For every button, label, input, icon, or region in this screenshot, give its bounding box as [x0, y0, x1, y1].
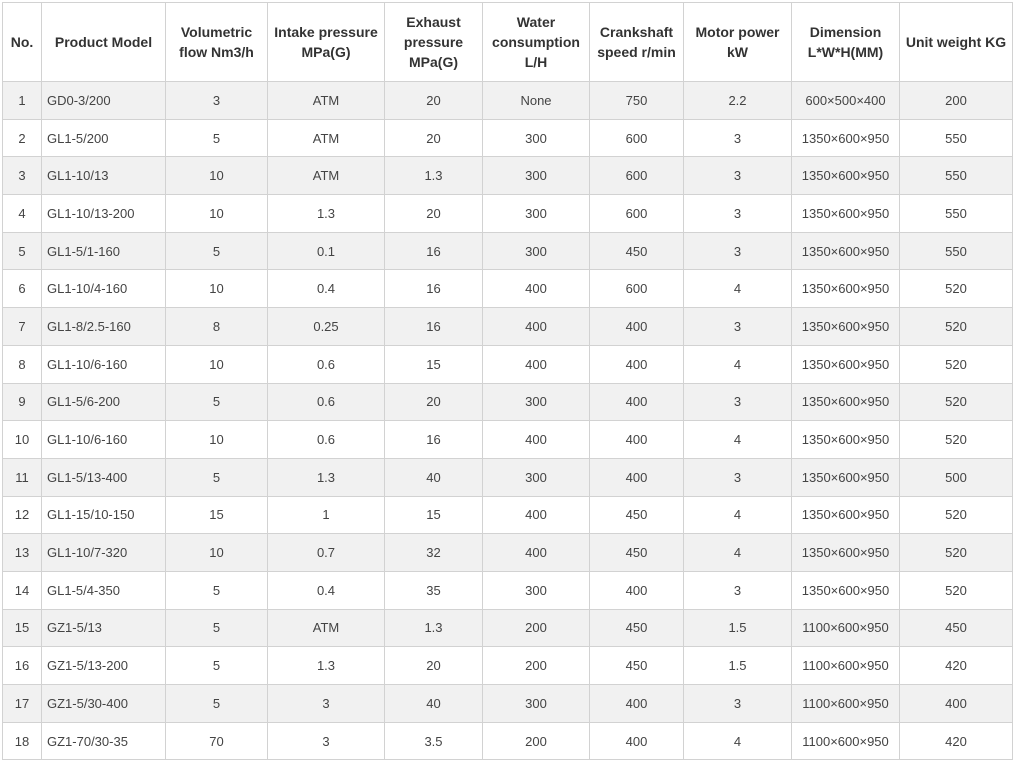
- cell-volumetric-flow: 5: [166, 647, 268, 685]
- cell-motor-power: 4: [684, 270, 792, 308]
- cell-unit-weight: 500: [900, 458, 1013, 496]
- cell-dimension: 1350×600×950: [792, 534, 900, 572]
- cell-exhaust-pressure: 1.3: [385, 609, 483, 647]
- cell-no: 7: [3, 308, 42, 346]
- cell-volumetric-flow: 10: [166, 195, 268, 233]
- cell-intake-pressure: 1.3: [268, 195, 385, 233]
- cell-product-model: GL1-5/6-200: [42, 383, 166, 421]
- cell-crankshaft-speed: 400: [590, 685, 684, 723]
- cell-volumetric-flow: 5: [166, 458, 268, 496]
- cell-no: 16: [3, 647, 42, 685]
- cell-motor-power: 3: [684, 119, 792, 157]
- cell-motor-power: 3: [684, 308, 792, 346]
- table-body: [3, 82, 1013, 760]
- cell-product-model: GL1-5/13-400: [42, 458, 166, 496]
- header-intake-pressure: Intake pressure MPa(G): [268, 3, 385, 82]
- cell-intake-pressure: 0.6: [268, 345, 385, 383]
- table-row: [3, 119, 1013, 157]
- header-unit-weight: Unit weight KG: [900, 3, 1013, 82]
- cell-exhaust-pressure: 40: [385, 685, 483, 723]
- cell-water-consumption: 200: [483, 722, 590, 760]
- product-spec-table: [2, 2, 1013, 760]
- cell-intake-pressure: 1.3: [268, 647, 385, 685]
- header-motor-power: Motor power kW: [684, 3, 792, 82]
- table-row: [3, 232, 1013, 270]
- table-row: [3, 496, 1013, 534]
- cell-motor-power: 2.2: [684, 82, 792, 120]
- cell-crankshaft-speed: 400: [590, 308, 684, 346]
- cell-no: 17: [3, 685, 42, 723]
- cell-volumetric-flow: 10: [166, 157, 268, 195]
- cell-water-consumption: 400: [483, 421, 590, 459]
- cell-volumetric-flow: 5: [166, 232, 268, 270]
- cell-crankshaft-speed: 450: [590, 496, 684, 534]
- cell-water-consumption: 200: [483, 609, 590, 647]
- cell-intake-pressure: 1.3: [268, 458, 385, 496]
- cell-motor-power: 3: [684, 157, 792, 195]
- cell-exhaust-pressure: 15: [385, 345, 483, 383]
- cell-no: 9: [3, 383, 42, 421]
- cell-no: 6: [3, 270, 42, 308]
- cell-unit-weight: 200: [900, 82, 1013, 120]
- cell-product-model: GL1-10/6-160: [42, 421, 166, 459]
- cell-no: 3: [3, 157, 42, 195]
- cell-dimension: 1100×600×950: [792, 647, 900, 685]
- cell-crankshaft-speed: 400: [590, 345, 684, 383]
- cell-crankshaft-speed: 400: [590, 383, 684, 421]
- table-row: [3, 534, 1013, 572]
- cell-intake-pressure: 0.1: [268, 232, 385, 270]
- cell-volumetric-flow: 70: [166, 722, 268, 760]
- cell-intake-pressure: 0.6: [268, 383, 385, 421]
- cell-exhaust-pressure: 40: [385, 458, 483, 496]
- cell-no: 8: [3, 345, 42, 383]
- cell-no: 10: [3, 421, 42, 459]
- header-exhaust-pressure: Exhaust pressure MPa(G): [385, 3, 483, 82]
- header-water-consumption: Water consumption L/H: [483, 3, 590, 82]
- cell-volumetric-flow: 5: [166, 571, 268, 609]
- cell-volumetric-flow: 5: [166, 685, 268, 723]
- cell-product-model: GZ1-70/30-35: [42, 722, 166, 760]
- cell-no: 11: [3, 458, 42, 496]
- cell-exhaust-pressure: 16: [385, 232, 483, 270]
- cell-exhaust-pressure: 20: [385, 82, 483, 120]
- cell-motor-power: 3: [684, 685, 792, 723]
- cell-water-consumption: 400: [483, 308, 590, 346]
- cell-motor-power: 1.5: [684, 647, 792, 685]
- cell-water-consumption: 400: [483, 496, 590, 534]
- table-row: [3, 195, 1013, 233]
- cell-crankshaft-speed: 600: [590, 270, 684, 308]
- cell-product-model: GL1-10/6-160: [42, 345, 166, 383]
- cell-exhaust-pressure: 16: [385, 270, 483, 308]
- cell-unit-weight: 400: [900, 685, 1013, 723]
- cell-crankshaft-speed: 450: [590, 534, 684, 572]
- cell-unit-weight: 520: [900, 571, 1013, 609]
- cell-no: 4: [3, 195, 42, 233]
- cell-water-consumption: 300: [483, 195, 590, 233]
- header-no: No.: [3, 3, 42, 82]
- cell-exhaust-pressure: 32: [385, 534, 483, 572]
- cell-volumetric-flow: 8: [166, 308, 268, 346]
- cell-volumetric-flow: 10: [166, 421, 268, 459]
- table-row: [3, 383, 1013, 421]
- cell-intake-pressure: ATM: [268, 609, 385, 647]
- cell-crankshaft-speed: 400: [590, 722, 684, 760]
- cell-unit-weight: 520: [900, 496, 1013, 534]
- cell-crankshaft-speed: 450: [590, 232, 684, 270]
- cell-dimension: 1350×600×950: [792, 383, 900, 421]
- cell-dimension: 1350×600×950: [792, 308, 900, 346]
- cell-exhaust-pressure: 15: [385, 496, 483, 534]
- cell-unit-weight: 420: [900, 722, 1013, 760]
- cell-dimension: 1100×600×950: [792, 685, 900, 723]
- cell-dimension: 600×500×400: [792, 82, 900, 120]
- cell-water-consumption: None: [483, 82, 590, 120]
- cell-unit-weight: 550: [900, 232, 1013, 270]
- cell-unit-weight: 550: [900, 195, 1013, 233]
- cell-intake-pressure: 0.4: [268, 270, 385, 308]
- cell-crankshaft-speed: 600: [590, 195, 684, 233]
- cell-motor-power: 3: [684, 458, 792, 496]
- cell-no: 18: [3, 722, 42, 760]
- cell-no: 2: [3, 119, 42, 157]
- cell-unit-weight: 550: [900, 119, 1013, 157]
- cell-crankshaft-speed: 600: [590, 157, 684, 195]
- cell-water-consumption: 300: [483, 232, 590, 270]
- cell-product-model: GZ1-5/13: [42, 609, 166, 647]
- cell-crankshaft-speed: 750: [590, 82, 684, 120]
- cell-unit-weight: 520: [900, 270, 1013, 308]
- cell-intake-pressure: 0.4: [268, 571, 385, 609]
- cell-dimension: 1350×600×950: [792, 458, 900, 496]
- cell-motor-power: 4: [684, 496, 792, 534]
- cell-volumetric-flow: 5: [166, 119, 268, 157]
- table-header: [3, 3, 1013, 82]
- header-dimension: Dimension L*W*H(MM): [792, 3, 900, 82]
- cell-water-consumption: 200: [483, 647, 590, 685]
- cell-dimension: 1350×600×950: [792, 232, 900, 270]
- cell-dimension: 1350×600×950: [792, 571, 900, 609]
- cell-intake-pressure: ATM: [268, 119, 385, 157]
- cell-exhaust-pressure: 3.5: [385, 722, 483, 760]
- cell-no: 12: [3, 496, 42, 534]
- cell-dimension: 1350×600×950: [792, 345, 900, 383]
- cell-exhaust-pressure: 16: [385, 421, 483, 459]
- cell-no: 5: [3, 232, 42, 270]
- header-volumetric-flow: Volumetric flow Nm3/h: [166, 3, 268, 82]
- cell-dimension: 1350×600×950: [792, 496, 900, 534]
- cell-product-model: GL1-5/1-160: [42, 232, 166, 270]
- cell-unit-weight: 520: [900, 345, 1013, 383]
- cell-motor-power: 3: [684, 232, 792, 270]
- table-row: [3, 270, 1013, 308]
- cell-water-consumption: 300: [483, 119, 590, 157]
- cell-water-consumption: 400: [483, 534, 590, 572]
- table-row: [3, 82, 1013, 120]
- cell-intake-pressure: 3: [268, 685, 385, 723]
- cell-unit-weight: 550: [900, 157, 1013, 195]
- cell-exhaust-pressure: 20: [385, 647, 483, 685]
- cell-volumetric-flow: 3: [166, 82, 268, 120]
- cell-intake-pressure: 0.25: [268, 308, 385, 346]
- table-row: [3, 421, 1013, 459]
- table-row: [3, 571, 1013, 609]
- cell-unit-weight: 520: [900, 421, 1013, 459]
- cell-product-model: GL1-8/2.5-160: [42, 308, 166, 346]
- cell-product-model: GL1-5/200: [42, 119, 166, 157]
- cell-intake-pressure: 3: [268, 722, 385, 760]
- table-row: [3, 722, 1013, 760]
- cell-product-model: GL1-10/4-160: [42, 270, 166, 308]
- cell-product-model: GL1-15/10-150: [42, 496, 166, 534]
- cell-intake-pressure: ATM: [268, 157, 385, 195]
- cell-dimension: 1350×600×950: [792, 195, 900, 233]
- cell-no: 1: [3, 82, 42, 120]
- cell-intake-pressure: 1: [268, 496, 385, 534]
- cell-unit-weight: 520: [900, 534, 1013, 572]
- table-row: [3, 609, 1013, 647]
- cell-product-model: GL1-5/4-350: [42, 571, 166, 609]
- cell-motor-power: 1.5: [684, 609, 792, 647]
- cell-intake-pressure: 0.7: [268, 534, 385, 572]
- table-row: [3, 647, 1013, 685]
- cell-crankshaft-speed: 400: [590, 421, 684, 459]
- table-row: [3, 308, 1013, 346]
- cell-volumetric-flow: 15: [166, 496, 268, 534]
- cell-exhaust-pressure: 16: [385, 308, 483, 346]
- cell-motor-power: 4: [684, 345, 792, 383]
- cell-motor-power: 3: [684, 383, 792, 421]
- cell-product-model: GL1-10/7-320: [42, 534, 166, 572]
- cell-no: 13: [3, 534, 42, 572]
- cell-volumetric-flow: 5: [166, 609, 268, 647]
- cell-crankshaft-speed: 450: [590, 647, 684, 685]
- cell-water-consumption: 300: [483, 571, 590, 609]
- cell-exhaust-pressure: 1.3: [385, 157, 483, 195]
- cell-unit-weight: 450: [900, 609, 1013, 647]
- cell-crankshaft-speed: 400: [590, 571, 684, 609]
- cell-unit-weight: 520: [900, 308, 1013, 346]
- cell-dimension: 1350×600×950: [792, 421, 900, 459]
- cell-volumetric-flow: 10: [166, 345, 268, 383]
- cell-motor-power: 3: [684, 195, 792, 233]
- cell-product-model: GD0-3/200: [42, 82, 166, 120]
- cell-water-consumption: 300: [483, 685, 590, 723]
- cell-exhaust-pressure: 20: [385, 383, 483, 421]
- cell-motor-power: 4: [684, 722, 792, 760]
- cell-motor-power: 4: [684, 534, 792, 572]
- table-row: [3, 458, 1013, 496]
- cell-no: 15: [3, 609, 42, 647]
- cell-unit-weight: 420: [900, 647, 1013, 685]
- cell-water-consumption: 400: [483, 345, 590, 383]
- cell-water-consumption: 300: [483, 157, 590, 195]
- cell-exhaust-pressure: 35: [385, 571, 483, 609]
- header-row: [3, 3, 1013, 82]
- cell-volumetric-flow: 10: [166, 534, 268, 572]
- cell-water-consumption: 400: [483, 270, 590, 308]
- cell-water-consumption: 300: [483, 383, 590, 421]
- cell-intake-pressure: 0.6: [268, 421, 385, 459]
- header-crankshaft-speed: Crankshaft speed r/min: [590, 3, 684, 82]
- cell-product-model: GL1-10/13-200: [42, 195, 166, 233]
- cell-dimension: 1100×600×950: [792, 722, 900, 760]
- cell-product-model: GZ1-5/13-200: [42, 647, 166, 685]
- cell-product-model: GL1-10/13: [42, 157, 166, 195]
- table-row: [3, 157, 1013, 195]
- cell-dimension: 1100×600×950: [792, 609, 900, 647]
- table-row: [3, 685, 1013, 723]
- cell-exhaust-pressure: 20: [385, 119, 483, 157]
- cell-crankshaft-speed: 400: [590, 458, 684, 496]
- cell-no: 14: [3, 571, 42, 609]
- cell-water-consumption: 300: [483, 458, 590, 496]
- cell-dimension: 1350×600×950: [792, 119, 900, 157]
- cell-dimension: 1350×600×950: [792, 270, 900, 308]
- cell-motor-power: 4: [684, 421, 792, 459]
- cell-crankshaft-speed: 450: [590, 609, 684, 647]
- cell-exhaust-pressure: 20: [385, 195, 483, 233]
- header-product-model: Product Model: [42, 3, 166, 82]
- cell-volumetric-flow: 5: [166, 383, 268, 421]
- cell-dimension: 1350×600×950: [792, 157, 900, 195]
- cell-unit-weight: 520: [900, 383, 1013, 421]
- table-row: [3, 345, 1013, 383]
- cell-crankshaft-speed: 600: [590, 119, 684, 157]
- cell-motor-power: 3: [684, 571, 792, 609]
- cell-intake-pressure: ATM: [268, 82, 385, 120]
- cell-product-model: GZ1-5/30-400: [42, 685, 166, 723]
- cell-volumetric-flow: 10: [166, 270, 268, 308]
